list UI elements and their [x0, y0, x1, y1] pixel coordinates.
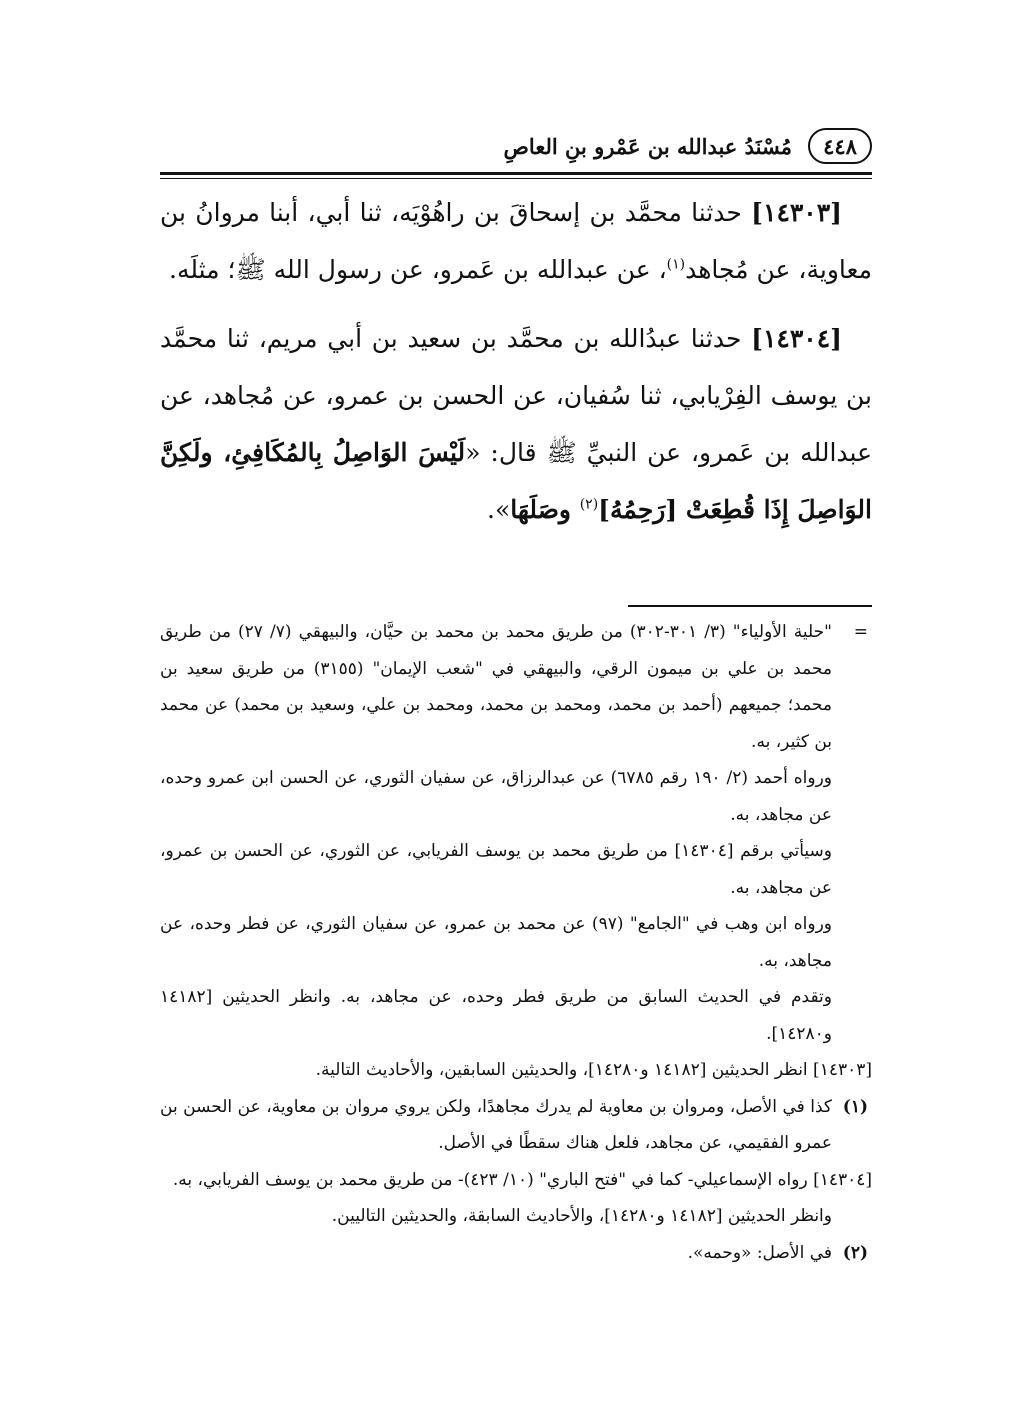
continuation-mark: = [853, 622, 868, 642]
footnote-paragraph [160, 833, 872, 906]
hadith-matn-end: وصَلَهَا [510, 495, 580, 524]
footnote-continuation [160, 614, 872, 760]
footnote-text: وسيأتي برقم [١٤٣٠٤] من طريق محمد بن يوسف الفريابي، عن الثوري، عن الحسن بن عمرو، عن مجاهد، به. [160, 841, 832, 898]
footnote-paragraph [160, 906, 872, 979]
footnote-ref-1[interactable]: (١) [666, 256, 686, 273]
page-number-badge: ٤٤٨ [808, 128, 872, 164]
hadith-14304 [160, 310, 872, 538]
header-rule-thin [160, 178, 872, 179]
footnote-text: ورواه أحمد (٢/ ١٩٠ رقم ٦٧٨٥) عن عبدالرزاق، عن سفيان الثوري، عن الحسن ابن عمرو وحده، عن مجاهد، به. [160, 768, 832, 825]
footnote-2 [160, 1235, 872, 1272]
footnote-separator [628, 605, 872, 607]
hadith-text: حدثنا عبدُالله بن محمَّد بن سعيد بن أبي مريم، ثنا محمَّد بن يوسف الفِرْيابي، ثنا سُفيان، عن الحسن بن عمرو، عن مُجاهد، عن عبدالله بن عَمرو، عن النبيِّ ﷺ قال: « [160, 324, 873, 467]
footnote-text: [١٤٣٠٤] رواه الإسماعيلي- كما في "فتح الباري" (١٠/ ٤٢٣)- من طريق محمد بن يوسف الفريابي، به. [172, 1169, 872, 1190]
hadith-matn: لَيْسَ الوَاصِلُ بِالمُكَافِئِ، ولَكِنَّ الوَاصِلَ إِذَا قُطِعَتْ [رَحِمُهُ] [160, 438, 872, 524]
page-header [160, 118, 872, 174]
hadith-text: حدثنا محمَّد بن إسحاقَ بن راهُوْيَه، ثنا أبي، أبنا مروانُ بن معاوية، عن مُجاهد [160, 198, 872, 284]
footnote-text: وتقدم في الحديث السابق من طريق فطر وحده، عن مجاهد، به. وانظر الحديثين [١٤١٨٢ و١٤٢٨٠]. [160, 987, 832, 1044]
note-14304-continued [160, 1198, 872, 1235]
hadith-number: [١٤٣٠٤] [751, 324, 842, 353]
footnote-text: وانظر الحديثين [١٤١٨٢ و١٤٢٨٠]، والأحاديث السابقة، والحديثين التاليين. [331, 1206, 832, 1226]
footnote-ref-2[interactable]: (٢) [579, 496, 599, 513]
note-14304 [160, 1162, 872, 1199]
header-rule-thick [160, 172, 872, 175]
footnote-paragraph [160, 979, 872, 1052]
running-title: مُسْنَدُ عبدالله بن عَمْرو بنِ العاصِ [503, 133, 792, 159]
footnote-text: في الأصل: «وحمه». [687, 1242, 832, 1263]
footnote-2-mark: (٢) [842, 1242, 868, 1263]
footnote-paragraph [160, 760, 872, 833]
footnote-text: كذا في الأصل، ومروان بن معاوية لم يدرك مجاهدًا، ولكن يروي مروان بن معاوية، عن الحسن بن عمرو الفقيمي، عن مجاهد، فلعل هناك سقطًا في الأصل. [160, 1096, 832, 1153]
footnote-text: [١٤٣٠٣] انظر الحديثين [١٤١٨٢ و١٤٢٨٠]، والحديثين السابقين، والأحاديث التالية. [315, 1060, 872, 1080]
hadith-14303 [160, 184, 872, 298]
footnote-1 [160, 1089, 872, 1162]
footnote-1-mark: (١) [842, 1096, 868, 1117]
note-14303 [160, 1052, 872, 1089]
hadith-text-continued: ، عن عبدالله بن عَمرو، عن رسول الله ﷺ؛ مثلَه. [169, 255, 667, 284]
footnotes [160, 614, 872, 1271]
hadith-number: [١٤٣٠٣] [751, 198, 842, 227]
footnote-text: ورواه ابن وهب في "الجامع" (٩٧) عن محمد بن عمرو، عن سفيان الثوري، عن فطر وحده، عن مجاهد، به. [160, 914, 832, 971]
footnote-text: "حلية الأولياء" (٣/ ٣٠١-٣٠٢) من طريق محمد بن محمد بن حيَّان، والبيهقي (٧/ ٢٧) من طريق محمد بن علي بن ميمون الرقي، والبيهقي في "شعب الإيمان" (٣١٥٥) من طريق سعيد بن محمد؛ جميعهم (أحمد بن محمد، ومحمد بن محمد، ومحمد بن علي، وسعيد بن محمد) عن محمد بن كثير، به. [160, 622, 832, 752]
hadith-closing: ». [487, 495, 511, 524]
main-text [160, 184, 872, 546]
